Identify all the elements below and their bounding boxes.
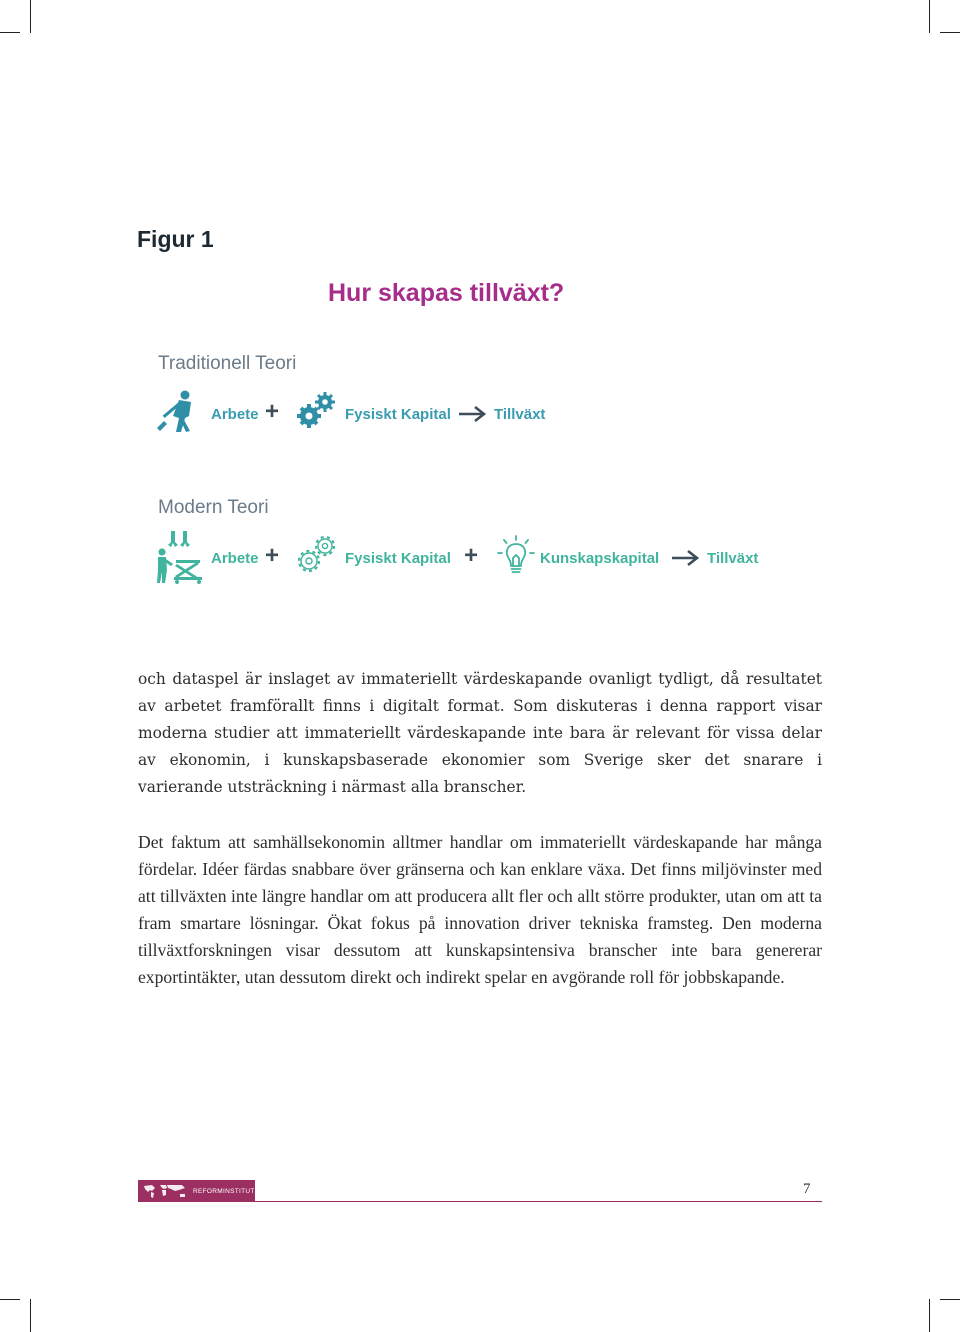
body-paragraph: Det faktum att samhällsekonomin alltmer handlar om immateriellt värdeskapande har många fördelar. Idéer färdas snabbare över gränserna och kan enklare växa. Det finns miljövinster med att tillväxten inte längre handlar om att producera allt fler och allt större produkter, utan om att ta fram smartare lösningar. Ökat fokus på innovation driver tekniska framsteg. Den moderna tillväxtforskningen visar dessutom att kunskapsintensiva branscher inte bara genererar exportintäkter, utan dessutom direkt och indirekt spelar en avgörande roll för jobbskapande.	[138, 832, 822, 987]
footer-rule	[138, 1201, 822, 1202]
figure-title: Hur skapas tillväxt?	[328, 279, 565, 307]
worker-shovel-icon	[155, 388, 201, 434]
traditional-theory-title: Traditionell Teori	[158, 353, 297, 374]
worker-machine-icon	[154, 530, 204, 584]
crop-mark	[0, 1299, 20, 1300]
crop-mark	[0, 32, 20, 33]
plus-operator: +	[265, 398, 280, 425]
plus-operator: +	[265, 542, 280, 569]
modern-item-kunskapskapital: Kunskapskapital	[540, 550, 660, 567]
arrow-right-icon	[671, 549, 701, 567]
crop-mark	[929, 1299, 930, 1332]
arrow-right-icon	[458, 405, 488, 423]
modern-item-arbete: Arbete	[211, 550, 259, 567]
trad-item-fysiskt-kapital: Fysiskt Kapital	[345, 406, 451, 423]
footer-brand-name: REFORMINSTITUTET	[193, 1188, 264, 1195]
page-number: 7	[803, 1181, 811, 1197]
world-map-logo-icon	[142, 1182, 190, 1200]
figure-label: Figur 1	[137, 226, 214, 252]
gears-outline-icon	[296, 534, 338, 576]
crop-mark	[30, 1299, 31, 1332]
modern-item-tillvaxt: Tillväxt	[707, 550, 759, 567]
crop-mark	[940, 32, 960, 33]
trad-item-tillvaxt: Tillväxt	[494, 406, 546, 423]
body-paragraph: och dataspel är inslaget av immateriellt värdeskapande ovanligt tydligt, då resultatet av arbetet framförallt finns i digitalt format. Som diskuteras i denna rapport visar moderna studier att immateriellt värdeskapande inte bara är relevant för vissa delar av ekonomin, i kunskapsbaserade ekonomier som Sverige sker det snarare i varierande utsträckning i närmast alla branscher.	[138, 670, 822, 796]
trad-item-arbete: Arbete	[211, 406, 259, 423]
crop-mark	[929, 0, 930, 33]
crop-mark	[940, 1299, 960, 1300]
lightbulb-icon	[496, 534, 536, 576]
modern-theory-title: Modern Teori	[158, 497, 269, 518]
modern-item-fysiskt-kapital: Fysiskt Kapital	[345, 550, 451, 567]
plus-operator: +	[464, 542, 479, 569]
gears-icon	[296, 390, 338, 430]
crop-mark	[30, 0, 31, 33]
